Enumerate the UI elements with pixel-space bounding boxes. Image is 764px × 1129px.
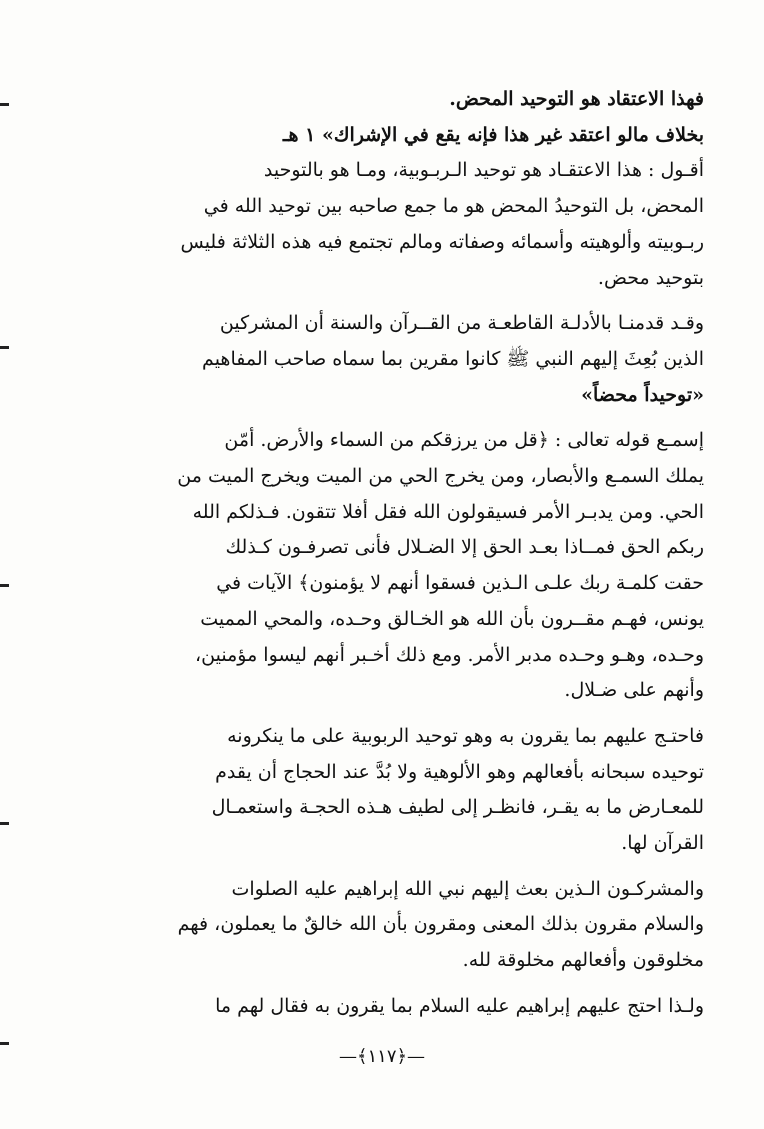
text-line: ربكم الحق فمــاذا بعـد الحق إلا الضـلال فأنى تصرفـون كـذلك <box>225 536 704 559</box>
text-line: وحـده، وهـو وحـده مدبر الأمر. ومع ذلك أخـبر أنهم ليسوا مؤمنين، <box>195 643 704 666</box>
text-line: بخلاف مالو اعتقد غير هذا فإنه يقع في الإشراك» ١ هـ <box>282 123 704 146</box>
body-text <box>118 82 704 1025</box>
text-line: القرآن لها. <box>621 832 704 855</box>
text-line: يونس، فهـم مقــرون بأن الله هو الخـالق وحـده، والمحي المميت <box>200 607 704 630</box>
margin-tick <box>0 584 9 587</box>
paragraph-5 <box>118 872 704 979</box>
margin-tick <box>0 822 9 825</box>
quote-end-line <box>118 118 704 154</box>
text-line: إسمـع قوله تعالى : ﴿قل من يرزقكم من السماء والأرض. أمّن <box>224 429 704 452</box>
heading-line <box>118 82 704 118</box>
text-line: الذين بُعِثَ إليهم النبي ﷺ كانوا مقرين بما سماه صاحب المفاهيم <box>202 347 704 370</box>
text-line: يملك السمـع والأبصار، ومن يخرج الحي من الميت ويخرج الميت من <box>177 465 704 488</box>
text-line: الحي. ومن يدبـر الأمر فسيقولون الله فقل أفلا تتقون. فـذلكم الله <box>192 500 704 523</box>
paragraph-1 <box>118 153 704 296</box>
text-line: فهذا الاعتقاد هو التوحيد المحض. <box>449 88 704 110</box>
text-line: للمعـارض ما به يقـر، فانظـر إلى لطيف هـذه الحجـة واستعمـال <box>211 796 704 819</box>
text-line: «توحيداً محضاً» <box>581 383 704 406</box>
paragraph-6 <box>118 989 704 1025</box>
text-line: والسلام مقرون بذلك المعنى ومقرون بأن الله خالقٌ ما يعملون، فهم <box>177 913 704 936</box>
text-line: أقـول : هذا الاعتقـاد هو توحيد الـربـوبية، ومـا هو بالتوحيد <box>263 159 704 182</box>
paragraph-2 <box>118 306 704 413</box>
paragraph-4 <box>118 719 704 862</box>
page-number: —﴿١١٧﴾— <box>338 1046 426 1067</box>
text-line: توحيده سبحانه بأفعالهم وهو الألوهية ولا بُدَّ عند الحجاج أن يقدم <box>215 760 704 783</box>
margin-tick <box>0 103 9 106</box>
text-line: المحض، بل التوحيدُ المحض هو ما جمع صاحبه بين توحيد الله في <box>203 195 704 218</box>
margin-tick <box>0 346 9 349</box>
text-line: حقت كلمـة ربك علـى الـذين فسقوا أنهم لا يؤمنون﴾ الآيات في <box>216 572 704 595</box>
margin-tick <box>0 1042 9 1045</box>
text-line: فاحتـج عليهم بما يقرون به وهو توحيد الربوبية على ما ينكرونه <box>227 724 704 747</box>
text-line: والمشركـون الـذين بعث إليهم نبي الله إبراهيم عليه الصلوات <box>231 877 704 900</box>
text-line: ربـوبيته وألوهيته وأسمائه وصفاته ومالم تجتمع فيه هذه الثلاثة فليس <box>180 230 704 253</box>
paragraph-3 <box>118 423 704 709</box>
text-line: وأنهم على ضـلال. <box>564 679 704 702</box>
text-line: بتوحيد محض. <box>597 266 704 289</box>
text-line: ولـذا احتج عليهم إبراهيم عليه السلام بما يقرون به فقال لهم ما <box>215 994 704 1017</box>
text-line: وقـد قدمنـا بالأدلـة القاطعـة من القــرآن والسنة أن المشركين <box>219 312 704 335</box>
text-line: مخلوقون وأفعالهم مخلوقة لله. <box>462 949 704 972</box>
